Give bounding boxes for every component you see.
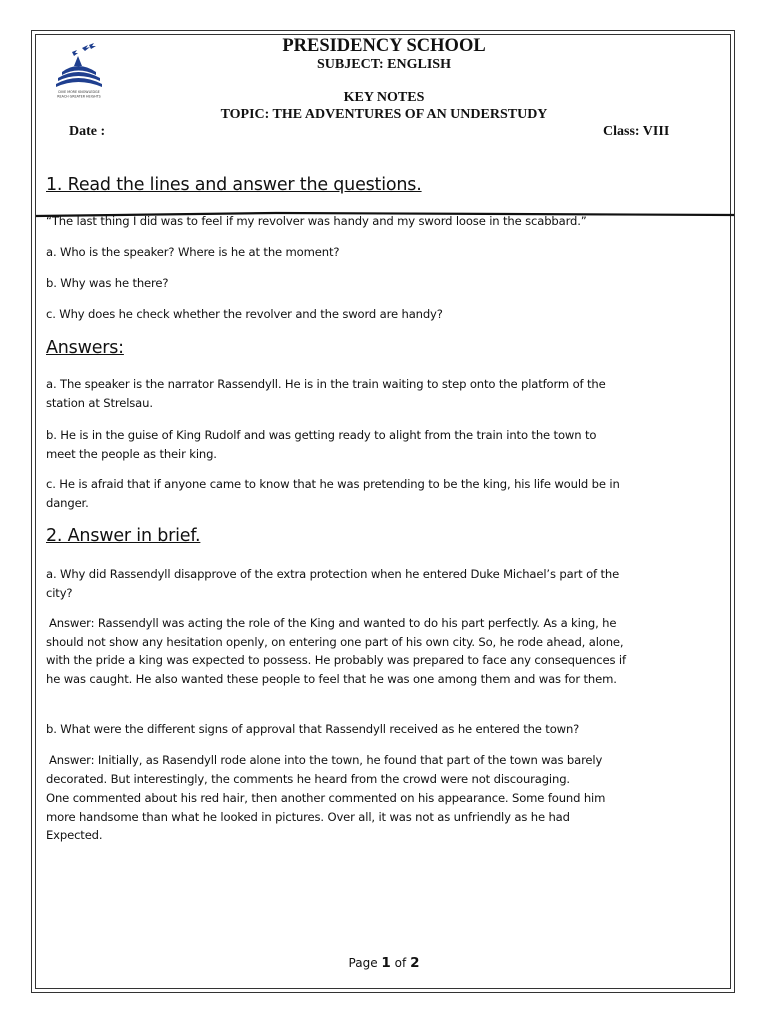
topic-line: TOPIC: THE ADVENTURES OF AN UNDERSTUDY — [220, 107, 548, 122]
question-2a: a. Why did Rassendyll disapprove of the extra protection when he entered Duke Michael’s part of the city? — [46, 567, 620, 600]
page-footer — [0, 955, 768, 971]
logo-text-line1: DIVE MORE KNOWLEDGE — [58, 90, 100, 94]
logo-text-line2: REACH GREATER HEIGHTS — [57, 94, 101, 99]
question-1c: c. Why does he check whether the revolver and the sword are handy? — [46, 307, 443, 321]
question-1b: b. Why was he there? — [46, 276, 169, 290]
of-word: of — [394, 956, 407, 970]
answer-2b-part2: One commented about his red hair, then another commented on his appearance. Some found him more handsome than what he looked in pictures. Over all, it was not as unfriendly as he had Expected. — [46, 791, 606, 842]
answer-1b: b. He is in the guise of King Rudolf and was getting ready to alight from the train into the town to meet the people as their king. — [46, 428, 597, 461]
total-pages-number: 2 — [410, 955, 420, 971]
page-word: Page — [348, 956, 378, 970]
section2-heading: 2. Answer in brief. — [46, 526, 201, 546]
date-label: Date : — [69, 124, 106, 139]
question-1a: a. Who is the speaker? Where is he at the moment? — [46, 245, 340, 259]
class-label: Class: VIII — [603, 124, 670, 139]
subject-line: SUBJECT: ENGLISH — [317, 57, 451, 72]
answer-1c: c. He is afraid that if anyone came to know that he was pretending to be the king, his life would be in danger. — [46, 477, 620, 510]
school-name: PRESIDENCY SCHOOL — [282, 36, 486, 56]
current-page-number: 1 — [381, 955, 391, 971]
question-2b: b. What were the different signs of approval that Rassendyll received as he entered the town? — [46, 722, 580, 736]
answer-1a: a. The speaker is the narrator Rassendyll. He is in the train waiting to step onto the platform of the station at Strelsau. — [46, 377, 606, 410]
answer-2b-part1: Answer: Initially, as Rasendyll rode alone into the town, he found that part of the town was barely decorated. But interestingly, the comments he heard from the crowd were not discouraging. — [46, 753, 603, 786]
key-notes-label: KEY NOTES — [343, 90, 425, 105]
quote-text: “The last thing I did was to feel if my revolver was handy and my sword loose in the scabbard.” — [46, 214, 587, 228]
answers-heading: Answers: — [46, 338, 124, 358]
section1-heading: 1. Read the lines and answer the questions. — [46, 175, 422, 195]
answer-2a: Answer: Rassendyll was acting the role of the King and wanted to do his part perfectly. As a king, he should not show any hesitation openly, on entering one part of his own city. So, he rode ahead, alone, with the pride a king was expected to possess. He probably was prepared to face any consequences if he was caught. He also wanted these people to feel that he was one among them and was for them. — [46, 616, 626, 686]
